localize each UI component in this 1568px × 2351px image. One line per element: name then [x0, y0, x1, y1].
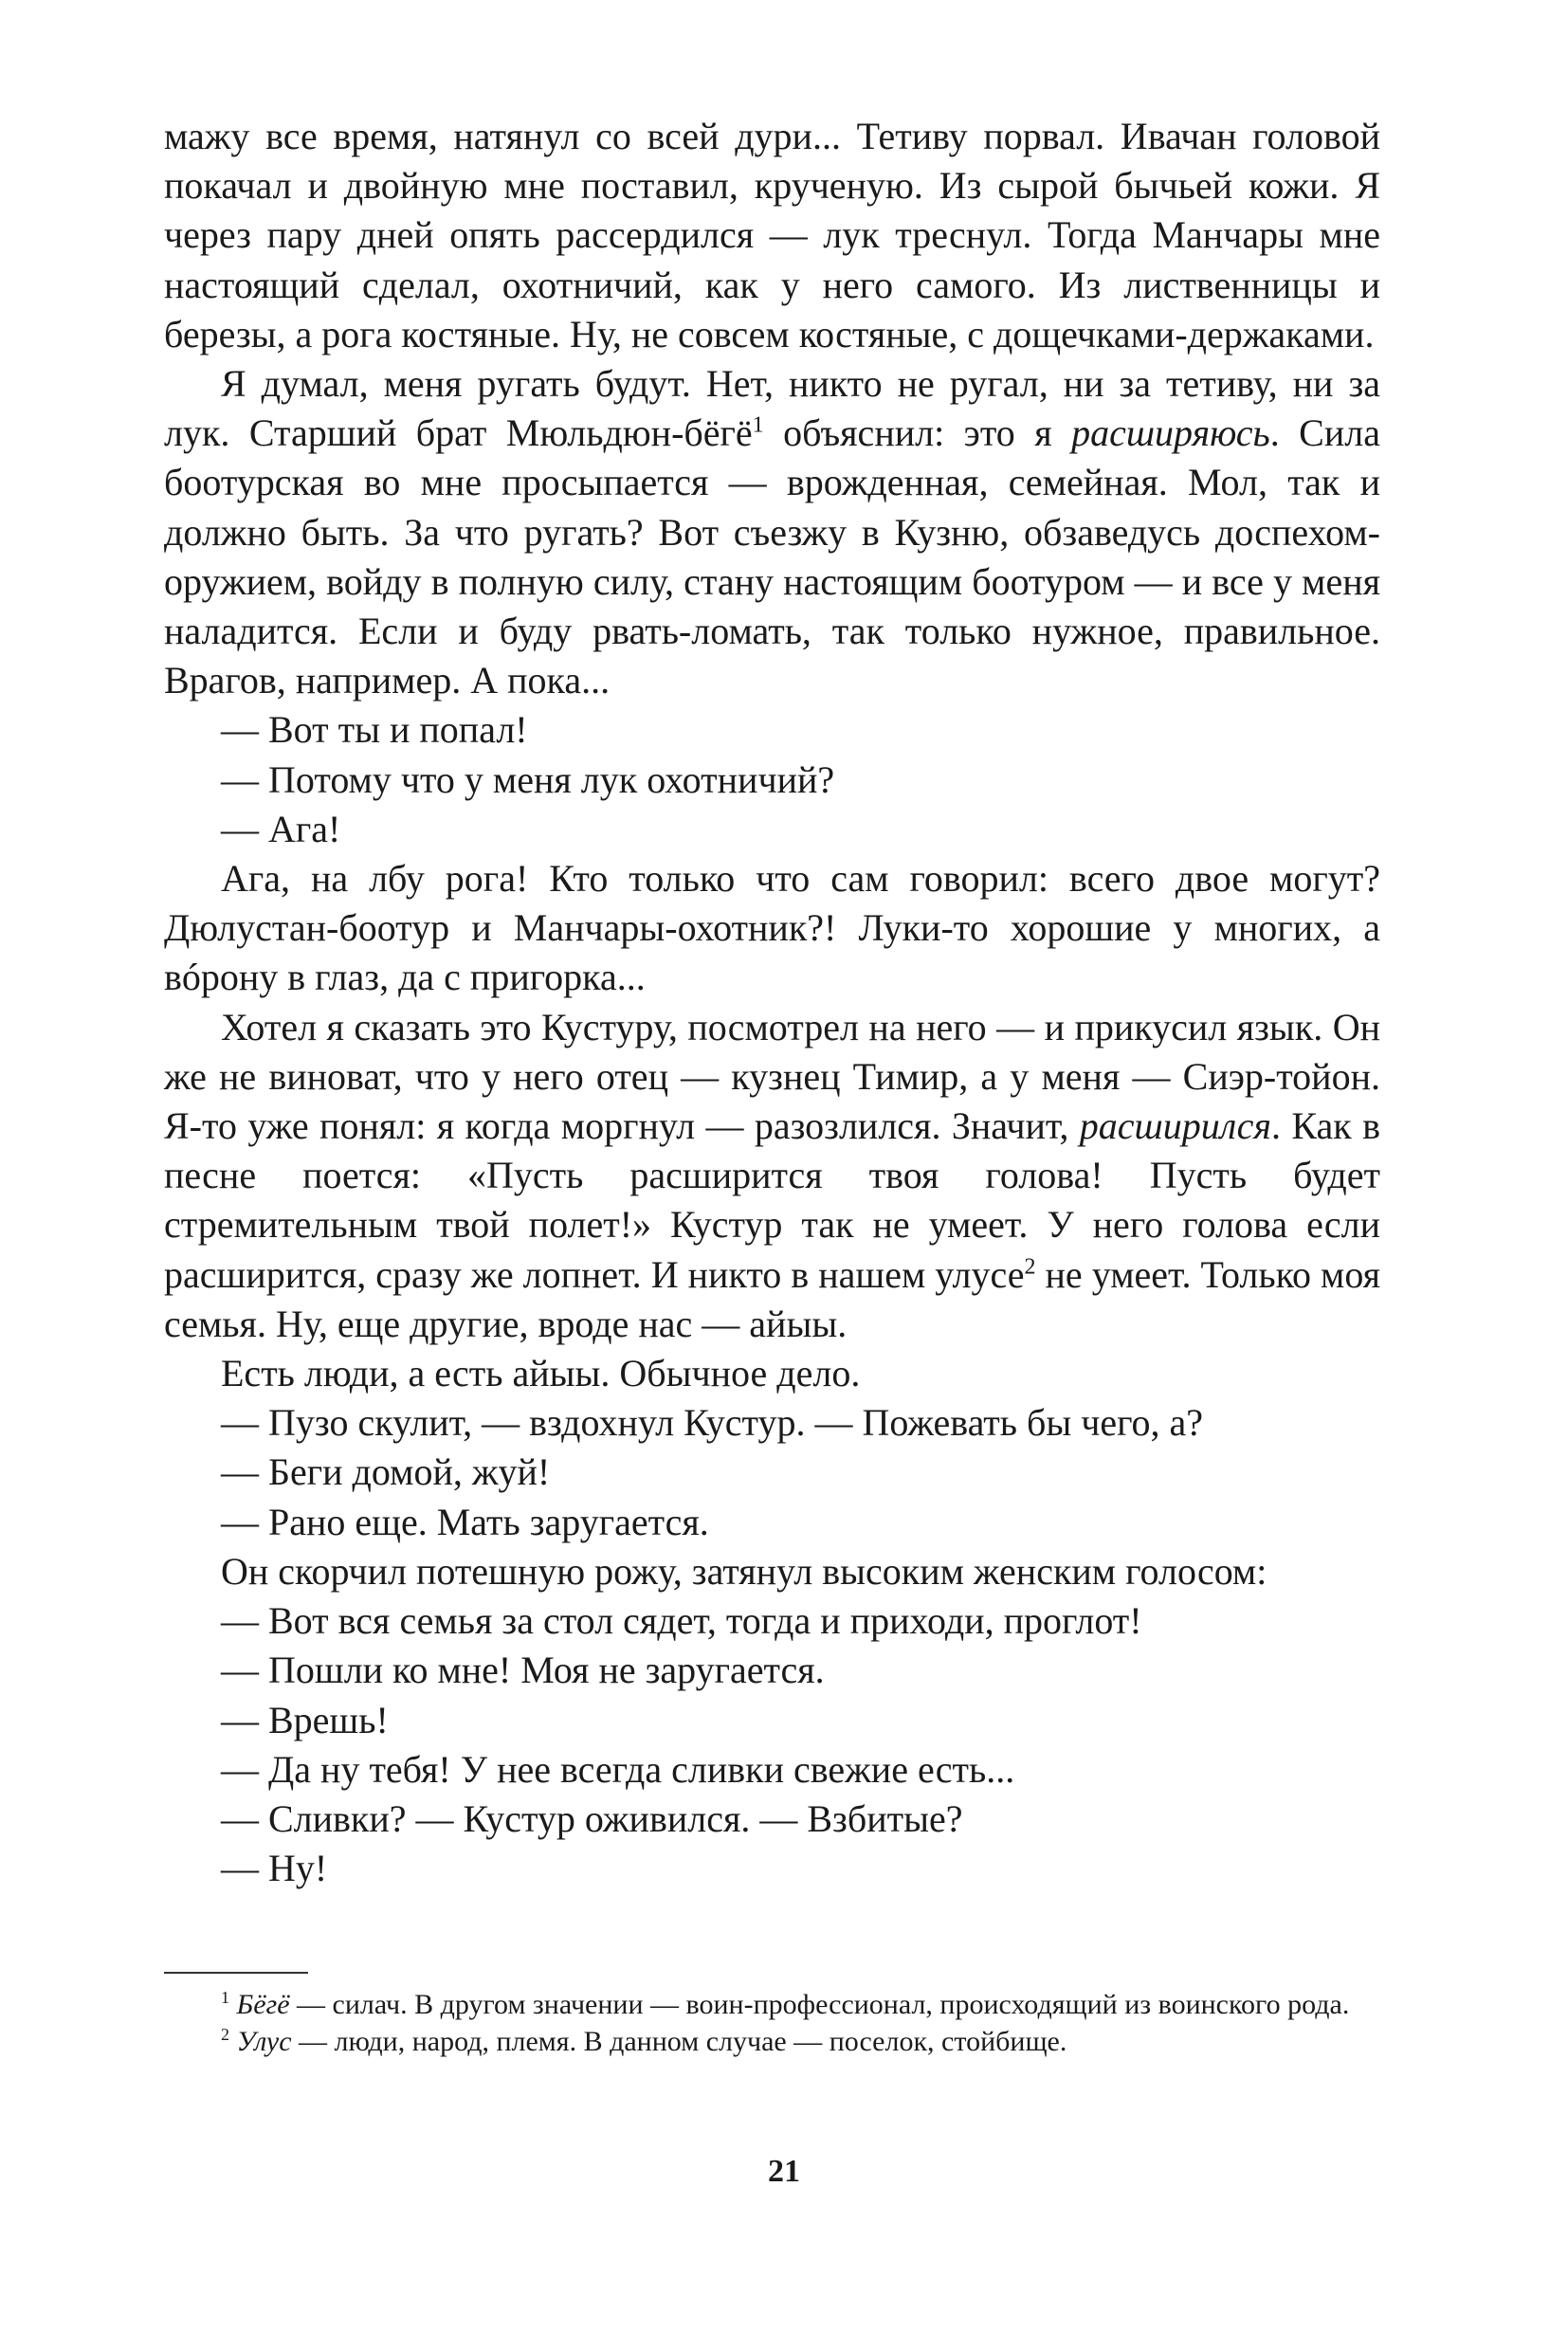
footnote-text: — люди, народ, племя. В данном случае — поселок, стойбище. [291, 2026, 1067, 2057]
text-run: — Да ну тебя! У нее всегда сливки свежие есть... [221, 1747, 1015, 1791]
dialog-line [164, 1349, 1380, 1398]
dialog-line [164, 1498, 1380, 1547]
text-run: Хотел я сказать это Кустуру, посмотрел на него — и прикусил язык. Он же не виноват, что у него отец — кузнец Тимир, а у меня — Сиэр-тойон. Я-то уже понял: я когда моргнул — разозлился. Значит, [164, 1005, 1380, 1148]
text-run: — Беги домой, жуй! [221, 1450, 551, 1494]
text-run: объяснил: это я [763, 411, 1072, 455]
dialog-line [164, 1795, 1380, 1844]
footnotes [164, 1986, 1380, 2060]
text-run: Я думал, меня ругать будут. Нет, никто не ругал, ни за тетиву, ни за лук. Старший брат Мюльдюн-бёгё [164, 362, 1380, 455]
text-run: — Вот вся семья за стол сядет, тогда и приходи, проглот! [221, 1599, 1142, 1643]
footnote-number: 2 [221, 2025, 229, 2044]
text-run: Ага, на лбу рога! Кто только что сам говорил: всего двое могут? Дюлустан-боотур и Манчары-охотник?! Луки-то хорошие у многих, а вóрону в глаз, да с пригорка... [164, 857, 1380, 999]
footnote-text: — силач. В другом значении — воин-профессионал, происходящий из воинского рода. [289, 1989, 1350, 2020]
footnote-term: Улус [236, 2026, 292, 2057]
footnote-ref: 1 [752, 412, 764, 438]
page-body [164, 112, 1380, 1893]
text-run: — Рано еще. Мать заругается. [221, 1500, 709, 1543]
page-number: 21 [768, 2154, 800, 2189]
text-run: — Сливки? — Кустур оживился. — Взбитые? [221, 1796, 963, 1840]
dialog-line [164, 1596, 1380, 1646]
dialog-line [164, 1646, 1380, 1695]
text-run: не умеет. Только моя семья. Ну, еще другие, вроде нас — айыы. [164, 1252, 1380, 1345]
footnote-term: Бёгё [236, 1989, 290, 2020]
footnote-number: 1 [221, 1988, 229, 2007]
text-run: мажу все время, натянул со всей дури... Тетиву порвал. Ивачан головой покачал и двойную мне поставил, крученую. Из сырой бычьей кожи. Я через пару дней опять рассердился — лук треснул. Тогда Манчары мне настоящий сделал, охотничий, как у него самого. Из лиственницы и березы, а рога костяные. Ну, не совсем костяные, с дощечками-держаками. [164, 115, 1380, 355]
paragraph [164, 359, 1380, 705]
text-run: — Ага! [221, 807, 341, 850]
text-run: — Вот ты и попал! [221, 708, 528, 752]
dialog-line [164, 756, 1380, 805]
footnote [164, 2023, 1380, 2060]
dialog-line [164, 1696, 1380, 1745]
dialog-line [164, 1398, 1380, 1448]
text-run: — Ну! [221, 1847, 328, 1890]
footnote-divider [164, 1972, 308, 1974]
dialog-line [164, 1844, 1380, 1893]
text-run: . Как в песне поется: «Пусть расширится твоя голова! Пусть будет стремительным твой полет!» Кустур так не умеет. У него голова если расширится, сразу же лопнет. И никто в нашем улусе [164, 1104, 1380, 1296]
text-run: — Пошли ко мне! Моя не заругается. [221, 1649, 825, 1692]
paragraph [164, 1547, 1380, 1596]
text-run: — Пузо скулит, — вздохнул Кустур. — Пожевать бы чего, а? [221, 1401, 1204, 1445]
emphasis-text: расширился [1079, 1104, 1272, 1148]
dialog-line [164, 1448, 1380, 1497]
dialog-line [164, 805, 1380, 854]
dialog-line [164, 1745, 1380, 1795]
text-run: — Потому что у меня лук охотничий? [221, 757, 835, 801]
dialog-line [164, 705, 1380, 755]
footnote-ref: 2 [1024, 1254, 1036, 1280]
text-run: Есть люди, а есть айыы. Обычное дело. [221, 1352, 861, 1395]
paragraph [164, 1003, 1380, 1349]
paragraph [164, 112, 1380, 359]
paragraph [164, 854, 1380, 1003]
text-run: Он скорчил потешную рожу, затянул высоким женским голосом: [221, 1549, 1267, 1593]
footnote [164, 1986, 1380, 2023]
text-run: . Сила боотурская во мне просыпается — врожденная, семейная. Мол, так и должно быть. За что ругать? Вот съезжу в Кузню, обзаведусь доспехом-оружием, войду в полную силу, стану настоящим боотуром — и все у меня наладится. Если и буду рвать-ломать, так только нужное, правильное. Врагов, например. А пока... [164, 411, 1380, 702]
emphasis-text: расширяюсь [1071, 411, 1270, 455]
text-run: — Врешь! [221, 1698, 389, 1741]
main-text [164, 112, 1380, 1893]
